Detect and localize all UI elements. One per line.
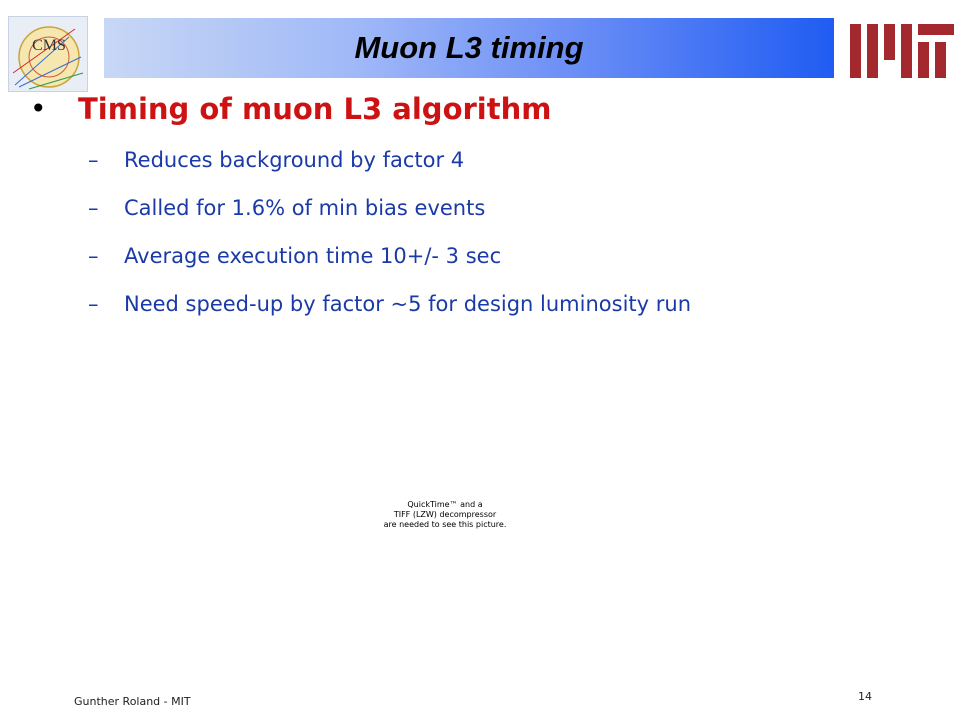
slide-title: Muon L3 timing: [354, 30, 584, 65]
list-item: [88, 136, 691, 184]
quicktime-placeholder: [370, 500, 520, 530]
dash-icon: –: [88, 292, 99, 316]
heading-row: [30, 86, 551, 132]
list-item-text: Average execution time 10+/- 3 sec: [124, 244, 502, 268]
cms-logo-graphic: [9, 17, 87, 91]
placeholder-line: QuickTime™ and a: [407, 500, 483, 509]
cms-logo: [8, 16, 88, 92]
placeholder-line: TIFF (LZW) decompressor: [393, 510, 497, 519]
list-item-text: Reduces background by factor 4: [124, 148, 465, 172]
section-heading: Timing of muon L3 algorithm: [78, 92, 552, 126]
list-item: [88, 184, 691, 232]
list-item-text: Called for 1.6% of min bias events: [124, 196, 486, 220]
placeholder-line: are needed to see this picture.: [383, 520, 507, 529]
mit-logo: [850, 22, 954, 80]
list-item: [88, 232, 691, 280]
list-item: [88, 280, 691, 328]
sub-bullet-list: [88, 136, 691, 328]
dash-icon: –: [88, 244, 99, 268]
dash-icon: –: [88, 196, 99, 220]
list-item-text: Need speed-up by factor ~5 for design luminosity run: [124, 292, 691, 316]
dash-icon: –: [88, 148, 99, 172]
bullet-icon: •: [30, 92, 47, 125]
page-number: 14: [858, 690, 872, 703]
footer-author: Gunther Roland - MIT: [74, 695, 191, 708]
cms-logo-text: CMS: [32, 37, 66, 54]
